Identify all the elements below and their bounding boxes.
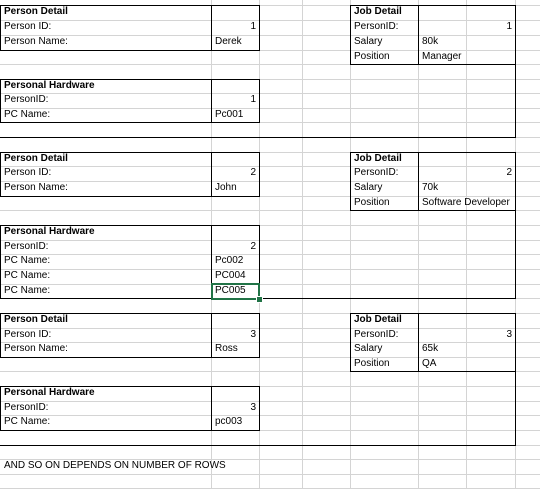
pc-name-label[interactable]: PC Name: (4, 270, 51, 281)
hardware-personid-value[interactable]: 2 (250, 241, 256, 252)
job-personid-value[interactable]: 2 (506, 167, 512, 178)
pc-name-label[interactable]: PC Name: (4, 255, 51, 266)
person-name-value[interactable]: Ross (215, 343, 238, 354)
person-id-label[interactable]: Person ID: (4, 329, 52, 340)
person-id-value[interactable]: 2 (250, 167, 256, 178)
position-value[interactable]: Software Developer (422, 197, 510, 208)
person-detail-title[interactable]: Person Detail (4, 314, 68, 325)
gridline (0, 445, 540, 446)
hardware-title[interactable]: Personal Hardware (4, 226, 95, 237)
position-label[interactable]: Position (354, 197, 390, 208)
fill-handle[interactable] (256, 296, 263, 303)
pc-name-value[interactable]: PC005 (215, 285, 246, 296)
position-label[interactable]: Position (354, 51, 390, 62)
job-detail-title[interactable]: Job Detail (354, 6, 402, 17)
gridline (302, 0, 303, 489)
hardware-personid-label[interactable]: PersonID: (4, 241, 49, 252)
salary-value[interactable]: 70k (422, 182, 439, 193)
person-detail-title[interactable]: Person Detail (4, 153, 68, 164)
pc-name-value[interactable]: PC004 (215, 270, 246, 281)
salary-label[interactable]: Salary (354, 36, 383, 47)
gridline (259, 0, 260, 489)
job-personid-value[interactable]: 1 (506, 21, 512, 32)
job-personid-value[interactable]: 3 (506, 329, 512, 340)
position-value[interactable]: Manager (422, 51, 462, 62)
gridline (418, 0, 419, 489)
gridline (515, 0, 516, 489)
salary-value[interactable]: 80k (422, 36, 439, 47)
pc-name-label[interactable]: PC Name: (4, 416, 51, 427)
gridline (466, 0, 467, 489)
pc-name-label[interactable]: PC Name: (4, 109, 51, 120)
position-label[interactable]: Position (354, 358, 390, 369)
hardware-personid-label[interactable]: PersonID: (4, 402, 49, 413)
job-personid-label[interactable]: PersonID: (354, 21, 399, 32)
salary-label[interactable]: Salary (354, 343, 383, 354)
gridline (350, 0, 351, 489)
job-personid-label[interactable]: PersonID: (354, 167, 399, 178)
salary-value[interactable]: 65k (422, 343, 439, 354)
person-id-value[interactable]: 3 (250, 329, 256, 340)
pc-name-value[interactable]: Pc001 (215, 109, 244, 120)
gridline (0, 474, 540, 475)
gridline (0, 430, 540, 431)
person-name-label[interactable]: Person Name: (4, 343, 68, 354)
person-id-value[interactable]: 1 (250, 21, 256, 32)
hardware-title[interactable]: Personal Hardware (4, 80, 95, 91)
person-detail-title[interactable]: Person Detail (4, 6, 68, 17)
person-id-label[interactable]: Person ID: (4, 167, 52, 178)
hardware-title[interactable]: Personal Hardware (4, 387, 95, 398)
pc-name-value[interactable]: Pc002 (215, 255, 244, 266)
hardware-personid-value[interactable]: 1 (250, 94, 256, 105)
job-detail-title[interactable]: Job Detail (354, 314, 402, 325)
hardware-personid-label[interactable]: PersonID: (4, 94, 49, 105)
gridline (0, 137, 540, 138)
person-name-value[interactable]: John (215, 182, 237, 193)
position-value[interactable]: QA (422, 358, 437, 369)
hardware-personid-value[interactable]: 3 (250, 402, 256, 413)
footer-note[interactable]: AND SO ON DEPENDS ON NUMBER OF ROWS (4, 460, 226, 471)
job-personid-label[interactable]: PersonID: (354, 329, 399, 340)
person-name-value[interactable]: Derek (215, 36, 242, 47)
person-name-label[interactable]: Person Name: (4, 182, 68, 193)
salary-label[interactable]: Salary (354, 182, 383, 193)
person-id-label[interactable]: Person ID: (4, 21, 52, 32)
job-detail-title[interactable]: Job Detail (354, 153, 402, 164)
pc-name-label[interactable]: PC Name: (4, 285, 51, 296)
person-name-label[interactable]: Person Name: (4, 36, 68, 47)
pc-name-value[interactable]: pc003 (215, 416, 243, 427)
